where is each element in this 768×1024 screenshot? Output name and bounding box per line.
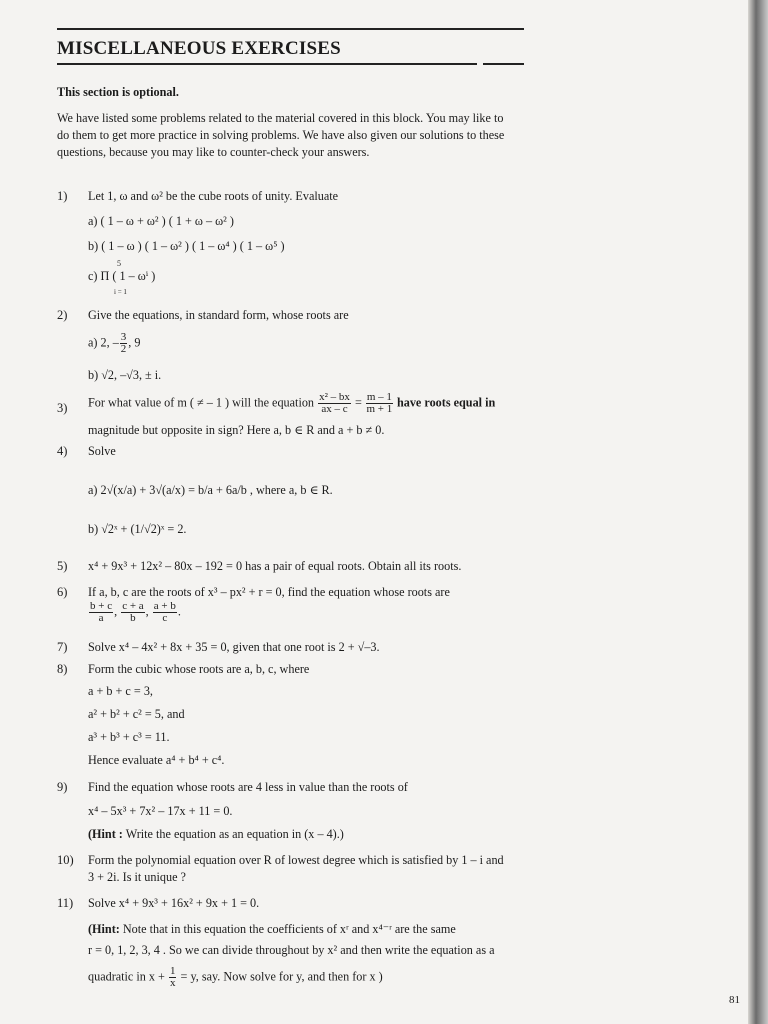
q9-hint: (Hint : Write the equation as an equation in (x – 4).) bbox=[88, 827, 344, 841]
q10-line-1: Form the polynomial equation over R of lowest degree which is satisfied by 1 – i and bbox=[88, 853, 504, 867]
intro-line-1: We have listed some problems related to the material covered in this block. You may like to bbox=[57, 111, 504, 125]
q2-number: 2) bbox=[57, 308, 68, 322]
q1-part-c: c) Π ( 1 – ωⁱ ) bbox=[88, 269, 156, 283]
q8-line-4: Hence evaluate a⁴ + b⁴ + c⁴. bbox=[88, 753, 225, 767]
title-underline bbox=[57, 63, 477, 65]
q8-number: 8) bbox=[57, 662, 68, 676]
q2-part-a: a) 2, – $\frac{3}{2}$ , 9 bbox=[88, 331, 141, 355]
q11-hint-line-2: r = 0, 1, 2, 3, 4 . So we can divide throughout by x² and then write the equation as a bbox=[88, 943, 495, 957]
section-title: MISCELLANEOUS EXERCISES bbox=[57, 38, 341, 59]
intro-line-3: questions, because you may like to counter-check your answers. bbox=[57, 145, 370, 159]
q11-number: 11) bbox=[57, 896, 74, 910]
q10-line-2: 3 + 2i. Is it unique ? bbox=[88, 870, 186, 884]
q1-part-a: a) ( 1 – ω + ω² ) ( 1 + ω – ω² ) bbox=[88, 214, 234, 228]
q5-number: 5) bbox=[57, 559, 68, 573]
q9-equation: x⁴ – 5x³ + 7x² – 17x + 11 = 0. bbox=[88, 804, 233, 818]
q9-text: Find the equation whose roots are 4 less in value than the roots of bbox=[88, 780, 408, 794]
optional-note: This section is optional. bbox=[57, 85, 179, 99]
q8-line-1: a + b + c = 3, bbox=[88, 684, 153, 698]
q1-part-b: b) ( 1 – ω ) ( 1 – ω² ) ( 1 – ω⁴ ) ( 1 – ω⁵ ) bbox=[88, 239, 285, 253]
q3-line-1: For what value of m ( ≠ – 1 ) will the equation $\frac{\text{x² – bx}}{ax - c}$ = $\frac{m - 1}{m + 1}$ have roots equal in bbox=[88, 391, 496, 415]
page-edge-shadow bbox=[748, 0, 768, 1024]
q1-product-upper: 5 bbox=[117, 259, 121, 268]
q2-text: Give the equations, in standard form, whose roots are bbox=[88, 308, 349, 322]
q3-line-2: magnitude but opposite in sign? Here a, b ∈ R and a + b ≠ 0. bbox=[88, 423, 385, 437]
q4-number: 4) bbox=[57, 444, 68, 458]
intro-line-2: do them to get more practice in solving problems. We have also given our solutions to these bbox=[57, 128, 505, 142]
q1-product-lower: i = 1 bbox=[114, 288, 127, 296]
q7-text: Solve x⁴ – 4x² + 8x + 35 = 0, given that one root is 2 + √–3. bbox=[88, 640, 380, 654]
q5-text: x⁴ + 9x³ + 12x² – 80x – 192 = 0 has a pair of equal roots. Obtain all its roots. bbox=[88, 559, 462, 573]
q7-number: 7) bbox=[57, 640, 68, 654]
q6-number: 6) bbox=[57, 585, 68, 599]
title-underline-end bbox=[483, 63, 524, 65]
q4-part-b: b) √2ˣ + (1/√2)ˣ = 2. bbox=[88, 522, 187, 536]
q4-part-a: a) 2√(x/a) + 3√(a/x) = b/a + 6a/b , where a, b ∈ R. bbox=[88, 483, 333, 497]
page-number: 81 bbox=[729, 994, 740, 1006]
q6-fractions: $\frac{b + c}{a}$ , $\frac{c + a}{b}$ , $\frac{a + b}{c}$ . bbox=[90, 600, 181, 624]
q10-number: 10) bbox=[57, 853, 74, 867]
q1-number: 1) bbox=[57, 189, 68, 203]
q8-line-2: a² + b² + c² = 5, and bbox=[88, 707, 185, 721]
q11-hint-line-3: quadratic in x + $\frac{1}{x}$ = y, say. Now solve for y, and then for x ) bbox=[88, 965, 383, 989]
top-rule bbox=[57, 28, 524, 30]
q11-text: Solve x⁴ + 9x³ + 16x² + 9x + 1 = 0. bbox=[88, 896, 260, 910]
q6-text: If a, b, c are the roots of x³ – px² + r = 0, find the equation whose roots are bbox=[88, 585, 450, 599]
q9-number: 9) bbox=[57, 780, 68, 794]
q8-text: Form the cubic whose roots are a, b, c, where bbox=[88, 662, 310, 676]
q4-text: Solve bbox=[88, 444, 116, 458]
q1-text: Let 1, ω and ω² be the cube roots of unity. Evaluate bbox=[88, 189, 339, 203]
q3-number: 3) bbox=[57, 401, 68, 415]
q11-hint-line-1: (Hint: Note that in this equation the coefficients of xʳ and x⁴⁻ʳ are the same bbox=[88, 922, 456, 936]
q2-part-b: b) √2, –√3, ± i. bbox=[88, 368, 162, 382]
q8-line-3: a³ + b³ + c³ = 11. bbox=[88, 730, 170, 744]
